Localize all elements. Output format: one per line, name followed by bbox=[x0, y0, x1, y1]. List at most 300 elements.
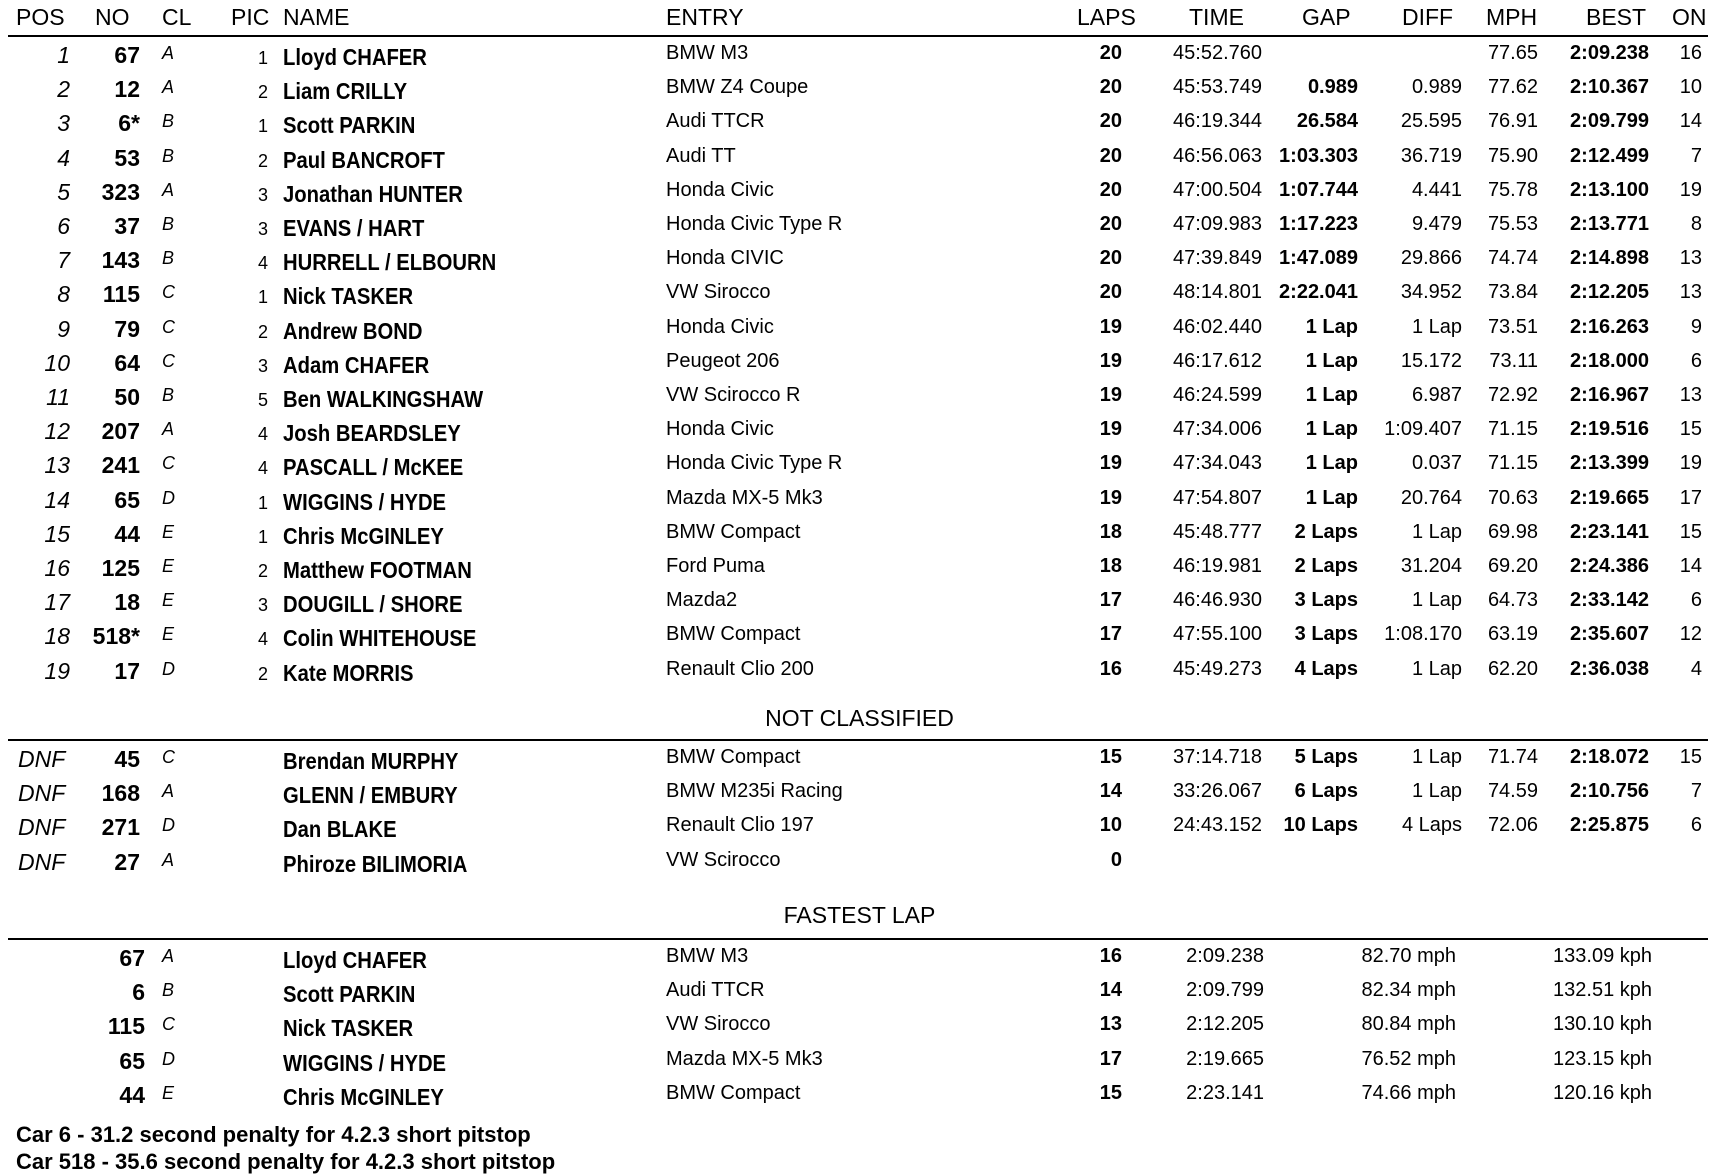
driver-name: WIGGINS / HYDE bbox=[283, 488, 447, 515]
gap: 1:03.303 bbox=[1279, 144, 1358, 167]
lap-number: 14 bbox=[1099, 979, 1122, 1002]
class: D bbox=[162, 815, 175, 836]
race-time: 46:17.612 bbox=[1173, 349, 1262, 372]
entry-car: BMW M3 bbox=[666, 42, 749, 64]
driver-name: HURRELL / ELBOURN bbox=[283, 249, 497, 276]
laps: 10 bbox=[1099, 814, 1122, 837]
result-row bbox=[0, 519, 1719, 550]
entry-car: VW Scirocco R bbox=[666, 384, 801, 406]
result-row bbox=[0, 416, 1719, 447]
position: 1 bbox=[57, 42, 70, 68]
class: A bbox=[162, 781, 175, 802]
header-mph: MPH bbox=[1486, 4, 1538, 30]
position-in-class: 1 bbox=[257, 492, 268, 513]
position-in-class: 2 bbox=[257, 561, 268, 581]
lap-time: 2:23.141 bbox=[1186, 1081, 1264, 1104]
diff: 25.595 bbox=[1400, 110, 1462, 133]
class: B bbox=[162, 248, 175, 269]
entry-car: VW Scirocco bbox=[666, 848, 781, 871]
speed-mph: 74.66 mph bbox=[1361, 1081, 1456, 1104]
car-number: 44 bbox=[119, 1081, 145, 1108]
mph: 71.74 bbox=[1487, 746, 1538, 768]
gap: 1 Lap bbox=[1305, 315, 1358, 338]
laps: 15 bbox=[1099, 746, 1122, 768]
position-in-class: 2 bbox=[257, 663, 268, 684]
result-row bbox=[0, 553, 1719, 584]
class: B bbox=[162, 214, 175, 234]
car-number: 143 bbox=[101, 247, 140, 274]
entry-car: Audi TTCR bbox=[666, 979, 765, 1002]
race-time: 46:46.930 bbox=[1173, 589, 1262, 612]
gap: 1 Lap bbox=[1305, 418, 1358, 441]
best-lap: 2:18.072 bbox=[1570, 746, 1649, 768]
diff: 1:09.407 bbox=[1384, 418, 1462, 441]
driver-name: Matthew FOOTMAN bbox=[283, 557, 472, 583]
best-lap: 2:19.516 bbox=[1570, 418, 1649, 441]
race-time: 47:55.100 bbox=[1173, 623, 1262, 646]
not-classified-title: NOT CLASSIFIED bbox=[765, 705, 954, 731]
position: 9 bbox=[57, 315, 70, 342]
class: E bbox=[162, 590, 175, 611]
dnf-row bbox=[0, 812, 1719, 843]
driver-name: Kate MORRIS bbox=[283, 659, 414, 686]
result-row bbox=[0, 40, 1719, 71]
car-number: 168 bbox=[101, 780, 140, 807]
mph: 74.74 bbox=[1487, 247, 1538, 270]
driver-name: DOUGILL / SHORE bbox=[283, 591, 463, 618]
result-row bbox=[0, 279, 1719, 310]
position: DNF bbox=[18, 746, 66, 772]
driver-name: GLENN / EMBURY bbox=[283, 782, 458, 809]
class: B bbox=[162, 145, 175, 166]
position-in-class: 1 bbox=[257, 116, 268, 137]
position: 14 bbox=[44, 486, 70, 513]
laps: 16 bbox=[1099, 657, 1122, 680]
entry-car: BMW Compact bbox=[666, 623, 801, 646]
gap: 1 Lap bbox=[1305, 384, 1358, 406]
entry-car: Honda CIVIC bbox=[666, 247, 784, 270]
diff: 6.987 bbox=[1411, 384, 1462, 406]
diff: 15.172 bbox=[1400, 349, 1462, 372]
diff: 0.037 bbox=[1411, 452, 1462, 475]
car-number: 115 bbox=[107, 1013, 145, 1040]
class: C bbox=[162, 316, 175, 337]
dnf-row bbox=[0, 778, 1719, 809]
car-number: 271 bbox=[101, 814, 140, 841]
position-in-class: 4 bbox=[257, 629, 268, 650]
position: 6 bbox=[57, 213, 70, 239]
best-lap: 2:09.238 bbox=[1570, 42, 1649, 64]
lap-number: 17 bbox=[1099, 1047, 1122, 1070]
result-row bbox=[0, 314, 1719, 345]
entry-car: Mazda MX-5 Mk3 bbox=[666, 486, 823, 509]
best-lap-on: 4 bbox=[1690, 657, 1702, 680]
lap-number: 13 bbox=[1099, 1013, 1122, 1036]
column-header bbox=[0, 0, 1719, 34]
driver-name: Lloyd CHAFER bbox=[283, 947, 427, 973]
driver-name: Josh BEARDSLEY bbox=[283, 420, 461, 447]
result-row bbox=[0, 485, 1719, 516]
fastest-lap-title: FASTEST LAP bbox=[783, 902, 936, 928]
mph: 73.84 bbox=[1487, 281, 1538, 304]
header-divider bbox=[8, 35, 1708, 37]
driver-name: Andrew BOND bbox=[283, 317, 423, 344]
car-number: 6* bbox=[118, 110, 140, 137]
car-number: 67 bbox=[119, 945, 145, 971]
car-number: 12 bbox=[114, 76, 140, 103]
mph: 72.06 bbox=[1487, 814, 1538, 837]
best-lap: 2:13.100 bbox=[1570, 178, 1649, 201]
driver-name: PASCALL / McKEE bbox=[283, 454, 464, 481]
entry-car: Honda Civic Type R bbox=[666, 213, 843, 235]
diff: 1 Lap bbox=[1411, 780, 1462, 803]
car-number: 53 bbox=[114, 144, 140, 171]
result-row bbox=[0, 621, 1719, 652]
entry-car: Audi TTCR bbox=[666, 110, 765, 133]
entry-car: BMW Compact bbox=[666, 520, 801, 543]
entry-car: Honda Civic bbox=[666, 178, 774, 201]
class: A bbox=[162, 77, 175, 98]
laps: 20 bbox=[1099, 213, 1122, 235]
best-lap: 2:14.898 bbox=[1570, 247, 1649, 270]
position: DNF bbox=[18, 814, 66, 841]
race-time: 37:14.718 bbox=[1173, 746, 1262, 768]
class: E bbox=[162, 556, 175, 576]
class: C bbox=[162, 282, 175, 303]
gap: 10 Laps bbox=[1283, 814, 1358, 837]
mph: 64.73 bbox=[1487, 589, 1538, 612]
entry-car: BMW M235i Racing bbox=[666, 780, 843, 803]
result-row bbox=[0, 382, 1719, 413]
fastest-lap-row bbox=[0, 1011, 1719, 1042]
driver-name: Brendan MURPHY bbox=[283, 748, 459, 774]
car-number: 18 bbox=[114, 589, 140, 616]
mph: 71.15 bbox=[1487, 452, 1538, 475]
best-lap: 2:35.607 bbox=[1570, 623, 1649, 646]
speed-kph: 133.09 kph bbox=[1553, 945, 1652, 967]
position: 8 bbox=[57, 281, 70, 308]
driver-name: Ben WALKINGSHAW bbox=[283, 386, 484, 412]
class: B bbox=[162, 385, 175, 405]
best-lap-on: 16 bbox=[1679, 42, 1702, 64]
car-number: 44 bbox=[114, 520, 140, 547]
lap-time: 2:12.205 bbox=[1186, 1013, 1264, 1036]
driver-name: Scott PARKIN bbox=[283, 112, 416, 139]
best-lap: 2:25.875 bbox=[1570, 814, 1649, 837]
gap: 4 Laps bbox=[1294, 657, 1358, 680]
fastest-lap-row bbox=[0, 1046, 1719, 1077]
mph: 69.98 bbox=[1487, 520, 1538, 543]
entry-car: Mazda MX-5 Mk3 bbox=[666, 1047, 823, 1070]
position: 16 bbox=[44, 555, 70, 581]
class: A bbox=[162, 179, 175, 200]
driver-name: Lloyd CHAFER bbox=[283, 44, 427, 70]
best-lap-on: 13 bbox=[1679, 384, 1702, 406]
class: E bbox=[162, 1082, 175, 1103]
gap: 1 Lap bbox=[1305, 349, 1358, 372]
diff: 1 Lap bbox=[1411, 657, 1462, 680]
dnf-row bbox=[0, 744, 1719, 775]
result-row bbox=[0, 245, 1719, 276]
speed-mph: 82.70 mph bbox=[1361, 945, 1456, 967]
car-number: 27 bbox=[114, 848, 140, 875]
header-time: TIME bbox=[1189, 4, 1244, 30]
mph: 74.59 bbox=[1487, 780, 1538, 803]
driver-name: Paul BANCROFT bbox=[283, 146, 445, 173]
header-name: NAME bbox=[283, 4, 350, 30]
header-laps: LAPS bbox=[1077, 4, 1136, 30]
car-number: 323 bbox=[101, 178, 140, 205]
class: C bbox=[162, 747, 175, 767]
laps: 0 bbox=[1110, 848, 1122, 871]
header-best: BEST bbox=[1586, 4, 1647, 30]
fastest-lap-row bbox=[0, 977, 1719, 1008]
laps: 19 bbox=[1099, 418, 1122, 441]
entry-car: BMW Z4 Coupe bbox=[666, 76, 809, 99]
best-lap: 2:24.386 bbox=[1570, 555, 1649, 577]
position-in-class: 3 bbox=[257, 184, 268, 205]
car-number: 67 bbox=[114, 42, 140, 68]
driver-name: Nick TASKER bbox=[283, 283, 414, 310]
diff: 1 Lap bbox=[1411, 746, 1462, 768]
gap: 2 Laps bbox=[1294, 520, 1358, 543]
entry-car: BMW M3 bbox=[666, 945, 749, 967]
gap: 0.989 bbox=[1307, 76, 1358, 99]
race-time: 47:34.043 bbox=[1173, 452, 1262, 475]
laps: 19 bbox=[1099, 486, 1122, 509]
laps: 19 bbox=[1099, 315, 1122, 338]
diff: 31.204 bbox=[1400, 555, 1462, 577]
mph: 70.63 bbox=[1487, 486, 1538, 509]
laps: 14 bbox=[1099, 780, 1122, 803]
diff: 4.441 bbox=[1411, 178, 1462, 201]
class: B bbox=[162, 111, 175, 132]
best-lap: 2:10.367 bbox=[1570, 76, 1649, 99]
best-lap-on: 7 bbox=[1690, 144, 1702, 167]
diff: 0.989 bbox=[1411, 76, 1462, 99]
car-number: 125 bbox=[101, 555, 140, 581]
best-lap-on: 6 bbox=[1690, 349, 1702, 372]
best-lap: 2:16.967 bbox=[1570, 384, 1649, 406]
car-number: 64 bbox=[114, 349, 140, 376]
result-row bbox=[0, 348, 1719, 379]
lap-number: 16 bbox=[1099, 945, 1122, 967]
entry-car: VW Sirocco bbox=[666, 281, 771, 304]
result-row bbox=[0, 450, 1719, 481]
mph: 62.20 bbox=[1487, 657, 1538, 680]
race-time: 47:00.504 bbox=[1173, 178, 1262, 201]
race-time: 46:19.344 bbox=[1173, 110, 1262, 133]
entry-car: Honda Civic bbox=[666, 315, 774, 338]
race-time: 47:54.807 bbox=[1173, 486, 1262, 509]
best-lap: 2:19.665 bbox=[1570, 486, 1649, 509]
entry-car: Audi TT bbox=[666, 144, 736, 167]
position: 15 bbox=[44, 520, 70, 547]
best-lap-on: 6 bbox=[1690, 814, 1702, 837]
laps: 20 bbox=[1099, 76, 1122, 99]
class: E bbox=[162, 521, 175, 542]
position: 10 bbox=[44, 349, 70, 376]
best-lap-on: 13 bbox=[1679, 281, 1702, 304]
header-no: NO bbox=[95, 4, 130, 30]
gap: 1:17.223 bbox=[1279, 213, 1358, 235]
car-number: 45 bbox=[114, 746, 140, 772]
best-lap-on: 12 bbox=[1679, 623, 1702, 646]
best-lap-on: 15 bbox=[1679, 746, 1702, 768]
race-time: 45:49.273 bbox=[1173, 657, 1262, 680]
class: B bbox=[162, 980, 175, 1001]
entry-car: Honda Civic Type R bbox=[666, 452, 843, 475]
race-time: 24:43.152 bbox=[1173, 814, 1262, 837]
position: DNF bbox=[18, 780, 66, 807]
diff: 9.479 bbox=[1411, 213, 1462, 235]
entry-car: Mazda2 bbox=[666, 589, 738, 612]
car-number: 79 bbox=[114, 315, 140, 342]
position: 18 bbox=[44, 623, 70, 650]
car-number: 115 bbox=[102, 281, 140, 308]
best-lap-on: 9 bbox=[1690, 315, 1702, 338]
best-lap-on: 17 bbox=[1679, 486, 1702, 509]
position-in-class: 3 bbox=[257, 595, 268, 616]
laps: 20 bbox=[1099, 247, 1122, 270]
race-time: 47:34.006 bbox=[1173, 418, 1262, 441]
class: C bbox=[162, 350, 175, 371]
result-row bbox=[0, 211, 1719, 242]
not-classified-divider bbox=[8, 739, 1708, 741]
fastest-lap-divider bbox=[8, 938, 1708, 940]
laps: 20 bbox=[1099, 110, 1122, 133]
header-diff: DIFF bbox=[1402, 4, 1454, 30]
position-in-class: 1 bbox=[257, 48, 268, 68]
best-lap: 2:33.142 bbox=[1570, 589, 1649, 612]
position: 19 bbox=[44, 657, 70, 684]
fastest-lap-row bbox=[0, 1080, 1719, 1111]
result-row bbox=[0, 656, 1719, 687]
diff: 29.866 bbox=[1400, 247, 1462, 270]
best-lap: 2:16.263 bbox=[1570, 315, 1649, 338]
mph: 73.51 bbox=[1487, 315, 1538, 338]
position-in-class: 1 bbox=[257, 526, 268, 547]
race-time: 45:53.749 bbox=[1173, 76, 1262, 99]
mph: 75.53 bbox=[1487, 213, 1538, 235]
gap: 26.584 bbox=[1296, 110, 1358, 133]
class: D bbox=[162, 487, 175, 508]
laps: 18 bbox=[1099, 520, 1122, 543]
speed-kph: 132.51 kph bbox=[1553, 979, 1652, 1002]
position-in-class: 5 bbox=[257, 390, 268, 410]
best-lap: 2:12.205 bbox=[1570, 281, 1649, 304]
penalty-note: Car 518 - 35.6 second penalty for 4.2.3 short pitstop bbox=[16, 1149, 556, 1174]
position: 2 bbox=[57, 76, 70, 103]
class: A bbox=[162, 849, 175, 870]
laps: 19 bbox=[1099, 452, 1122, 475]
laps: 20 bbox=[1099, 178, 1122, 201]
mph: 69.20 bbox=[1487, 555, 1538, 577]
car-number: 207 bbox=[101, 418, 140, 445]
class: E bbox=[162, 624, 175, 645]
best-lap: 2:13.399 bbox=[1570, 452, 1649, 475]
result-row bbox=[0, 587, 1719, 618]
position: 12 bbox=[44, 418, 70, 445]
mph: 75.78 bbox=[1487, 178, 1538, 201]
best-lap: 2:13.771 bbox=[1570, 213, 1649, 235]
diff: 1:08.170 bbox=[1384, 623, 1462, 646]
driver-name: Chris McGINLEY bbox=[283, 1083, 444, 1110]
result-row bbox=[0, 74, 1719, 105]
speed-mph: 76.52 mph bbox=[1361, 1047, 1456, 1070]
driver-name: EVANS / HART bbox=[283, 215, 425, 241]
best-lap-on: 6 bbox=[1690, 589, 1702, 612]
speed-kph: 123.15 kph bbox=[1553, 1047, 1652, 1070]
header-pos: POS bbox=[16, 4, 65, 30]
class: D bbox=[162, 1048, 175, 1069]
header-gap: GAP bbox=[1302, 4, 1351, 30]
entry-car: Renault Clio 200 bbox=[666, 657, 814, 680]
car-number: 50 bbox=[114, 384, 140, 410]
fastest-lap-row bbox=[0, 943, 1719, 974]
lap-time: 2:09.238 bbox=[1186, 945, 1264, 967]
gap: 1:07.744 bbox=[1279, 178, 1358, 201]
position: 7 bbox=[57, 247, 70, 274]
position-in-class: 3 bbox=[257, 219, 268, 239]
gap: 3 Laps bbox=[1294, 589, 1358, 612]
header-pic: PIC bbox=[231, 4, 270, 30]
result-row bbox=[0, 143, 1719, 174]
best-lap: 2:12.499 bbox=[1570, 144, 1649, 167]
position-in-class: 2 bbox=[257, 82, 268, 103]
mph: 77.62 bbox=[1487, 76, 1538, 99]
entry-car: Renault Clio 197 bbox=[666, 814, 814, 837]
car-number: 65 bbox=[119, 1047, 145, 1074]
position-in-class: 4 bbox=[257, 424, 268, 445]
best-lap-on: 19 bbox=[1679, 178, 1702, 201]
diff: 34.952 bbox=[1400, 281, 1462, 304]
driver-name: Chris McGINLEY bbox=[283, 522, 444, 549]
header-on: ON bbox=[1672, 4, 1707, 30]
best-lap: 2:10.756 bbox=[1570, 780, 1649, 803]
laps: 17 bbox=[1099, 589, 1122, 612]
laps: 19 bbox=[1099, 349, 1122, 372]
best-lap-on: 15 bbox=[1679, 418, 1702, 441]
entry-car: Honda Civic bbox=[666, 418, 774, 441]
diff: 1 Lap bbox=[1411, 589, 1462, 612]
diff: 20.764 bbox=[1400, 486, 1462, 509]
best-lap-on: 13 bbox=[1679, 247, 1702, 270]
result-row bbox=[0, 108, 1719, 139]
entry-car: Ford Puma bbox=[666, 555, 765, 577]
class: A bbox=[162, 946, 175, 966]
entry-car: BMW Compact bbox=[666, 746, 801, 768]
position: 3 bbox=[57, 110, 70, 137]
driver-name: Colin WHITEHOUSE bbox=[283, 625, 477, 652]
race-time: 46:24.599 bbox=[1173, 384, 1262, 406]
driver-name: WIGGINS / HYDE bbox=[283, 1049, 447, 1076]
race-time: 33:26.067 bbox=[1173, 780, 1262, 803]
gap: 6 Laps bbox=[1294, 780, 1358, 803]
best-lap-on: 10 bbox=[1679, 76, 1702, 99]
mph: 72.92 bbox=[1487, 384, 1538, 406]
gap: 2:22.041 bbox=[1279, 281, 1358, 304]
position: 17 bbox=[44, 589, 70, 616]
lap-time: 2:19.665 bbox=[1186, 1047, 1264, 1070]
speed-mph: 80.84 mph bbox=[1361, 1013, 1456, 1036]
best-lap-on: 19 bbox=[1679, 452, 1702, 475]
driver-name: Liam CRILLY bbox=[283, 78, 408, 105]
best-lap-on: 8 bbox=[1690, 213, 1702, 235]
driver-name: Dan BLAKE bbox=[283, 816, 397, 843]
lap-number: 15 bbox=[1099, 1081, 1122, 1104]
car-number: 518* bbox=[92, 623, 140, 650]
